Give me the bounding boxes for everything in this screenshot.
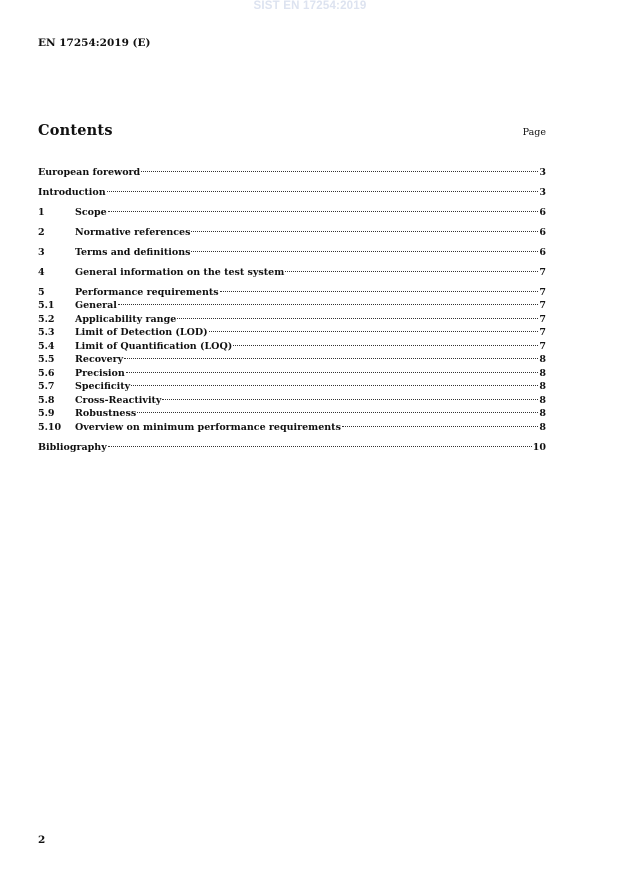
toc-entry-general-information[interactable]	[38, 261, 546, 278]
toc-entry-number: 2	[38, 226, 45, 238]
toc-leader-dots	[220, 281, 539, 295]
toc-entry-page: 7	[539, 266, 546, 278]
toc-entry-title: Robustness	[75, 408, 137, 419]
toc-entry-page: 7	[539, 300, 546, 311]
toc-entry-page: 8	[539, 381, 546, 392]
toc-entry-title: Precision	[75, 367, 125, 379]
toc-leader-dots	[162, 389, 538, 403]
toc-entry-number: 5.9	[38, 408, 55, 419]
toc-leader-dots	[285, 261, 538, 275]
toc-leader-dots	[118, 295, 538, 309]
toc-entry-page: 6	[539, 226, 546, 238]
toc-entry-title: Terms and definitions	[75, 246, 191, 258]
toc-entry-number: 1	[38, 206, 45, 218]
toc-entry-page: 8	[539, 394, 546, 406]
toc-leader-dots	[108, 201, 539, 215]
toc-entry-bibliography[interactable]	[38, 436, 546, 453]
toc-entry-number: 5.1	[38, 300, 55, 311]
toc-entry-page: 7	[539, 340, 546, 352]
toc-entry-number: 3	[38, 246, 45, 258]
toc-entry-title: Introduction	[38, 186, 106, 198]
toc-entry-page: 8	[539, 408, 546, 419]
toc-entry-page: 7	[539, 286, 546, 298]
toc-entry-title: Normative references	[75, 226, 191, 238]
toc-leader-dots	[131, 376, 538, 390]
toc-leader-dots	[191, 221, 538, 235]
toc-entry-page: 8	[539, 354, 546, 365]
toc-entry-number: 5.5	[38, 354, 55, 365]
toc-entry-number: 5.3	[38, 327, 55, 338]
toc-entry-page: 7	[539, 327, 546, 338]
toc-entry-title: Limit of Quantification (LOQ)	[75, 340, 233, 352]
toc-entry-title: Recovery	[75, 354, 124, 365]
toc-entry-number: 4	[38, 266, 45, 278]
toc-entry-page: 6	[539, 206, 546, 218]
contents-header	[38, 122, 546, 144]
toc-entry-terms-and-definitions[interactable]	[38, 241, 546, 258]
toc-entry-number: 5.8	[38, 394, 55, 406]
toc-leader-dots	[209, 322, 539, 336]
toc-leader-dots	[108, 436, 532, 450]
document-id: EN 17254:2019 (E)	[38, 37, 151, 49]
toc-entry-number: 5.4	[38, 340, 55, 352]
toc-leader-dots	[177, 308, 538, 322]
toc-entry-normative-references[interactable]	[38, 221, 546, 238]
toc-entry-page: 10	[532, 441, 546, 453]
toc-entry-title: Cross-Reactivity	[75, 394, 162, 406]
toc-leader-dots	[233, 335, 538, 349]
watermark: SIST EN 17254:2019	[253, 0, 367, 12]
toc-entry-scope[interactable]	[38, 201, 546, 218]
toc-entry-introduction[interactable]	[38, 181, 546, 198]
toc-entry-title: Bibliography	[38, 441, 107, 453]
page-number: 2	[38, 834, 46, 846]
toc-entry-number: 5.7	[38, 381, 55, 392]
toc-entry-number: 5.6	[38, 367, 55, 379]
toc-leader-dots	[126, 362, 539, 376]
toc-entry-page: 3	[539, 166, 546, 178]
toc-entry-title: General	[75, 300, 117, 311]
toc-entry-number: 5.10	[38, 421, 62, 433]
toc-entry-title: European foreword	[38, 166, 141, 178]
toc-entry-title: Performance requirements	[75, 286, 219, 298]
toc-entry-number: 5.2	[38, 313, 55, 325]
toc-leader-dots	[342, 416, 538, 430]
toc-leader-dots	[124, 349, 538, 363]
toc-leader-dots	[107, 181, 539, 195]
toc-entry-title: Specificity	[75, 381, 131, 392]
toc-entry-european-foreword[interactable]	[38, 161, 546, 178]
toc-entry-performance-requirements[interactable]	[38, 281, 546, 298]
toc-entry-title: Applicability range	[75, 313, 177, 325]
toc-entry-page: 7	[539, 313, 546, 325]
toc-leader-dots	[191, 241, 538, 255]
toc-entry-title: Scope	[75, 206, 107, 218]
toc-leader-dots	[141, 161, 538, 175]
contents-title: Contents	[38, 122, 113, 139]
toc-entry-page: 3	[539, 186, 546, 198]
toc-entry-page: 8	[539, 421, 546, 433]
toc-entry-number: 5	[38, 286, 45, 298]
toc-entry-title: Overview on minimum performance requirements	[75, 421, 341, 433]
toc-entry-page: 6	[539, 246, 546, 258]
toc-leader-dots	[137, 403, 538, 417]
toc-entry-title: Limit of Detection (LOD)	[75, 327, 208, 338]
toc-entry-page: 8	[539, 367, 546, 379]
page-column-label: Page	[522, 127, 546, 138]
table-of-contents	[38, 161, 546, 453]
toc-entry-title: General information on the test system	[75, 266, 285, 278]
